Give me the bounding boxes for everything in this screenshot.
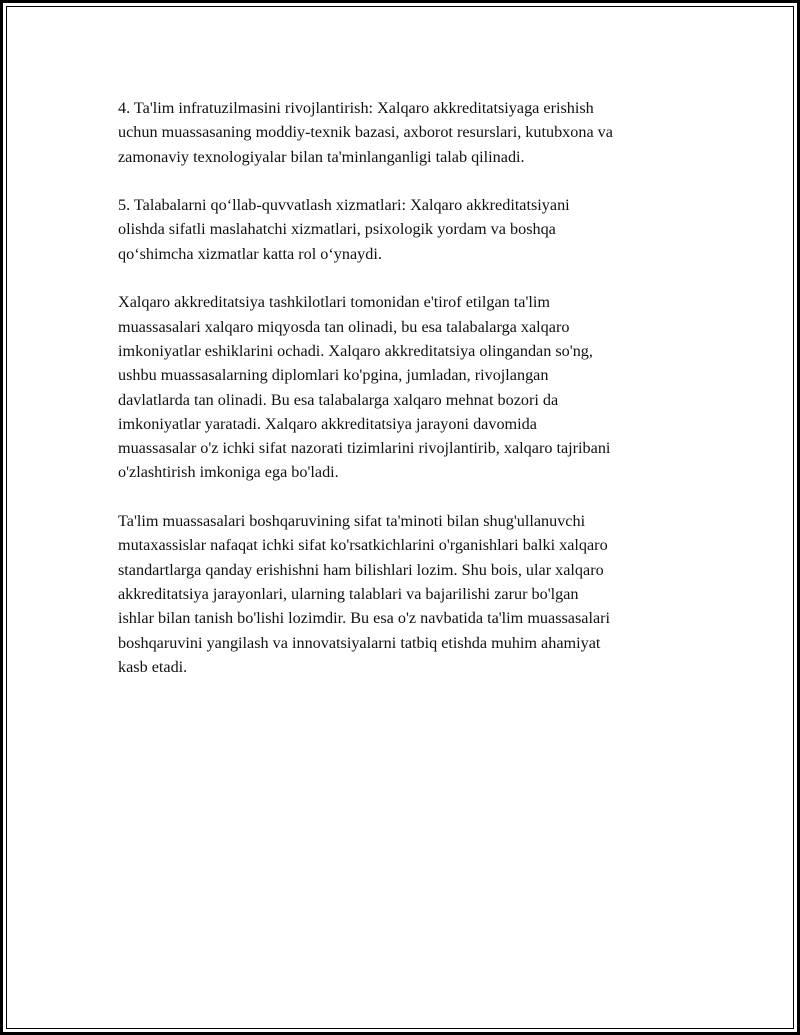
- text-line: Ta'lim muassasalari boshqaruvining sifat ta'minoti bilan shug'ullanuvchi: [118, 512, 586, 531]
- text-line: 5. Talabalarni qo‘llab-quvvatlash xizmatlari: Xalqaro akkreditatsiyani: [118, 196, 570, 215]
- text-line: muassasalari xalqaro miqyosda tan olinadi, bu esa talabalarga xalqaro: [118, 317, 570, 336]
- text-line: ishlar bilan tanish bo'lishi lozimdir. Bu esa o'z navbatida ta'lim muassasalari: [118, 609, 611, 628]
- paragraph-international-recognition: [118, 290, 698, 484]
- text-line: uchun muassasaning moddiy-texnik bazasi, axborot resurslari, kutubxona va: [118, 123, 613, 142]
- text-line: mutaxassislar nafaqat ichki sifat ko'rsatkichlarini o'rganishlari balki xalqaro: [118, 536, 608, 555]
- text-line: boshqaruvini yangilash va innovatsiyalarni tatbiq etishda muhim ahamiyat: [118, 633, 601, 652]
- paragraph-quality-management: [118, 509, 698, 679]
- text-line: o'zlashtirish imkoniga ega bo'ladi.: [118, 463, 339, 482]
- text-line: akkreditatsiya jarayonlari, ularning talablari va bajarilishi zarur bo'lgan: [118, 584, 579, 603]
- text-line: Xalqaro akkreditatsiya tashkilotlari tomonidan e'tirof etilgan ta'lim: [118, 293, 550, 312]
- text-line: imkoniyatlar yaratadi. Xalqaro akkreditatsiya jarayoni davomida: [118, 414, 537, 433]
- text-line: davlatlarda tan olinadi. Bu esa talabalarga xalqaro mehnat bozori da: [118, 390, 559, 409]
- document-body: [118, 96, 698, 703]
- text-line: 4. Ta'lim infratuzilmasini rivojlantirish: Xalqaro akkreditatsiyaga erishish: [118, 99, 594, 117]
- text-line: standartlarga qanday erishishni ham bilishlari lozim. Shu bois, ular xalqaro: [118, 560, 604, 579]
- text-line: zamonaviy texnologiyalar bilan ta'minlanganligi talab qilinadi.: [118, 147, 525, 166]
- text-line: ushbu muassasalarning diplomlari ko'pgina, jumladan, rivojlangan: [118, 366, 549, 385]
- text-line: qo‘shimcha xizmatlar katta rol o‘ynaydi.: [118, 244, 382, 263]
- text-line: muassasalar o'z ichki sifat nazorati tizimlarini rivojlantirib, xalqaro tajribani: [118, 439, 611, 458]
- text-line: imkoniyatlar eshiklarini ochadi. Xalqaro akkreditatsiya olingandan so'ng,: [118, 341, 593, 360]
- paragraph-student-support: [118, 193, 698, 266]
- text-line: olishda sifatli maslahatchi xizmatlari, psixologik yordam va boshqa: [118, 220, 556, 239]
- text-line: kasb etadi.: [118, 657, 188, 676]
- paragraph-infrastructure: [118, 96, 698, 169]
